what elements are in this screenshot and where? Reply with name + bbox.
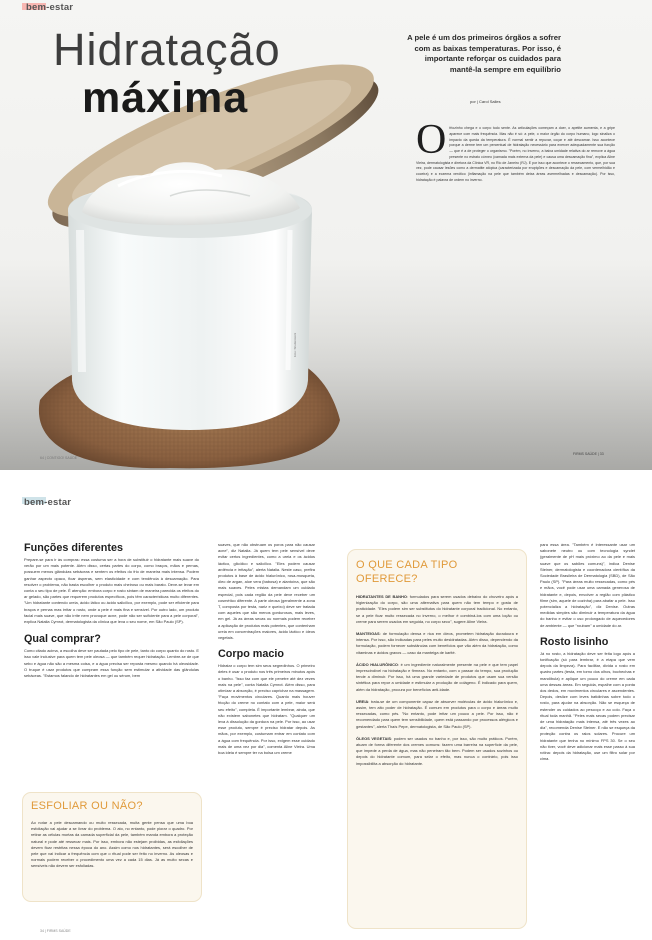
item-oleos-title: ÓLEOS VEGETAIS xyxy=(356,735,392,741)
item-acido-title: ÁCIDO HIALURÔNICO xyxy=(356,661,398,667)
text-qual-comprar: Como citado acima, a escolha deve ser pautada pelo tipo de pele, tanto do corpo quanto do rosto. E isso vale inclusive para quem tem pele oleosa — que também requer hidratação. Lembre-se de que sebo e água não são a mesma coisa, e a água precisa ser reposta mesmo quando há oleosidade. O truque é usar produtos que cumpram essa função sem estimular a atividade das glândulas sebáceas. "Estamos falando de hidratantes em gel ou sérum, bem xyxy=(24,648,199,679)
item-banho-text: : formulados para serem usados debaixo do chuveiro após a higienização do corpo, são uma alternativa para quem não tem tempo e gosta de praticidade. "Eles podem sim ser substitutos do hidratante corporal tradicional. No entanto, se a pele ficar muito ressecada no inverno, o melhor é combiná-los com uma loção ou creme para serem usados em seguida, no corpo seco", sugere Aline Vieira. xyxy=(356,594,518,624)
title-line-1: Hidratação xyxy=(53,24,281,75)
intro-standfirst: A pele é um dos primeiros órgãos a sofrer com as baixas temperaturas. Por isso, é importante reforçar os cuidados para mantê-la sempre em equilíbrio xyxy=(407,33,561,74)
item-banho-title: HIDRATANTES DE BANHO xyxy=(356,594,407,599)
text-funcoes: Prepare-se para ir às compras: essa costuma ser a hora de substituir o hidratante mais suave do verão por um mais potente. Além disso, certas partes do corpo, como braços, mãos e pernas, possuem menos glândulas sebáceas e sentem os efeitos do frio de maneira mais intensa. Podem ganhar aspecto opaco, ficar ásperas, sem elasticidade e com tendência à descamação. Para resolver o problema, não basta escolher o produto mais cheiroso ou mais barato. Deve-se levar em conta o seu tipo de pele. É atenção: embora corpo e rosto sintam de maneira parecida os efeitos do ar gelado, são partes que requerem produtos específicos, pois têm características muito diferentes. "Um hidratante contendo ureia, ácido lático ou ácido salicílico, por exemplo, pode ser eficiente para braços e pernas mas irritar o rosto, onde a pele é mais fina e sensível. Por outro lado, um produto facial mais suave, que não irrite nem provoque acne, pode não ser suficiente para a pele corporal", explica Natalia Cymrot, dermatologista da clínica que leva o seu nome, em São Paulo (SP). xyxy=(24,557,199,625)
sidebar-tipos-list xyxy=(356,594,518,767)
author-credit: por | Carol Salles xyxy=(470,99,501,104)
item-ureia-text: : trata-se de um componente capaz de absorver moléculas de ácido hialurônico e, assim, tem alto poder de hidratação. É comum em produtos para o corpo e áreas muito ressecadas, como pés. "No entanto, pode irritar um pouco a pele. Por isso, não é recomendado para quem tem sensibilidade, quem está passando por processos alérgicos e gestantes", alerta Thaís Pepe, dermatologista, de São Paulo (SP). xyxy=(356,698,518,729)
item-manteigas-title: MANTEIGAS xyxy=(356,631,380,637)
sidebar-esfoliar xyxy=(22,792,202,902)
title-line-2: máxima xyxy=(82,74,249,122)
heading-corpo-macio: Corpo macio xyxy=(218,648,284,661)
page-number: FIRMS SAÚDE | 33 xyxy=(573,452,604,456)
column-4 xyxy=(540,542,635,763)
column-2 xyxy=(218,542,315,756)
section-tag: bem-estar xyxy=(26,2,74,13)
text-cont-col2: suaves, que não obstruam os poros para não causar acne", diz Natalia. Já quem tem pele sensível deve evitar certos ingredientes, como a ureia e os ácidos láctico, glicólico e salicílico. "Eles podem causar ardência e irritação", alerta Natalia. Neste caso, prefira produtos à base de ácido hialurônico, rosa-mosqueta, óleo de argan, aloe vera (babosa) e alantoína, que são mais suaves. Peles mistas demandam um cuidado especial, pois cada região da pele deve receber um cosmético diferente. A parte oleosa (geralmente a zona T, composta por testa, nariz e queixo) deve ser tratada com aqueles que são menos gordurosos, mais leves, em gel. Já as áreas secas ou normais podem receber a aplicação de produtos mais potentes, que contenham ureia em concentrações maiores, ácido láctico e óleos vegetais. xyxy=(218,542,315,641)
text-rosto-lisinho: Já no rosto, a hidratação deve ser feita logo após a tonificação (só para lembrar, é a etapa que vem depois da limpeza). Para facilitar, divida o rosto em quatro partes (testa, em torno dos olhos, bochechas e mandíbula) e aplique um pouco do creme em cada uma dessas áreas. Em seguida, espalhe com a ponta dos dedos, em movimentos circulares e ascendentes. Depois, deslize com leves batidinhas sobre todo o rosto, para ajudar na absorção. Não se esqueça de estender os cuidados ao pescoço e ao colo. Faça o ritual toda manhã. "Peles mais secas podem precisar de uma hidratação mais intensa, até três vezes ao dia", recomenda Denise Steiner. E não se esqueça da proteção contra os raios solares. Procure um hidratante que tenha no mínimo FPS 30. Se o seu não tiver, você deve adicionar mais esse passo à sua rotina: depois da hidratação, use um filtro solar por cima. xyxy=(540,650,635,762)
sidebar-tipos-title: O QUE CADA TIPO OFERECE? xyxy=(356,559,458,585)
item-acido-text: : é um ingrediente naturalmente presente na pele e que tem papel imprescindível na hidratação e firmeza. No entanto, com o passar do tempo, sua produção tende a diminuir. Por isso, há uma grande variedade de produtos que usam sua versão sintética para repor a umidade e estimular a produção de colágeno. É indicado para quem, além da hidratação, procura por benefícios anti-idade. xyxy=(356,661,518,692)
heading-qual-comprar: Qual comprar? xyxy=(24,633,101,646)
sidebar-esfoliar-title: ESFOLIAR OU NÃO? xyxy=(31,800,143,812)
text-corpo-macio: Hidratar o corpo tem sim seus segredinhos. O primeiro deles é usar o produto nos três primeiros minutos após o banho. "Isso faz com que ele penetre até dez vezes mais na pele", conta Natalia Cymrot. Além disso, para otimizar a absorção, é preciso caprichar na massagem. "Faça movimentos circulares. Quanto mais houver fricção do creme no contato com a pele, maior será seu efeito", completa. É importante lembrar, ainda, que não existem sabonetes que hidratam. "Qualquer um leva à dissolução da gordura na pele. Por isso, ao usar esse produto, sempre é preciso hidratar depois. As mãos, por exemplo, costumam entrar em contato com a água com frequência. Por isso, exigem esse cuidado mais de uma vez por dia", comenta Aline Vieira. Uma boa ideia é sempre ter na bolsa um creme xyxy=(218,663,315,756)
text-cont-col4: para essa área. "Também é interessante usar um sabonete neutro ou com tecnologia syndet (geralmente de pH mais próximo ao da pele e mais suave que os sabões comuns)", indica Denise Steiner, dermatologista e coordenadora científica da Sociedade Brasileira de Dermatologia (SBD), de São Paulo (SP). "Para áreas muito ressecadas, como pés e mãos, você pode usar uma camada generosa de hidratante e, depois, envolver a região com plástico filme (sim, aquele de cozinha) para abafar a pele. Isso potencializa a hidratação", diz Denise. Outras medidas simples são diminuir a temperatura da água do banho e evitar o uso prolongado de aquecedores de ambiente — que "roubam" a umidade do ar. xyxy=(540,542,635,628)
folio-bottom: 34 | FIRMS SAÚDE xyxy=(40,929,71,933)
column-1 xyxy=(24,542,199,679)
item-oleos-text: : podem ser usados no banho e, por isso, são muito práticos. Porém, atuam de forma diferente dos cremes comuns: fazem uma barreira na superfície da pele, que impede a perda de água, mas não penetram tão bem. Podem ser usados sozinhos ou depois do hidratante comum, para selar o efeito, mas nunca o contrário, pois isso impossibilita a absorção do hidratante. xyxy=(356,735,518,766)
article-body-intro xyxy=(416,117,615,184)
sidebar-esfoliar-text: Ao notar a pele descamando ou muito ressecada, muita gente pensa que uma boa esfoliação vai ajudar a se livrar do problema. O ato, no entanto, pode piorar o quadro. Por retirar as células mortas da camada superficial da pele, também manda embora a proteção natural e pode até ressecar mais. Por isso, embora não estejam proibidas, as esfoliações devem ficar restritas nessa época do ano. Assim como nos hidratantes, será escolher de pele que vai indicar a frequência com que o ritual pode ser feito no inverno. As oleosas e normais podem receber o procedimento uma vez a cada 15 dias. Já as muito secas e sensíveis não devem ser esfoliadas. xyxy=(31,820,193,869)
photo-credit: Foto: Shutterstock xyxy=(293,332,298,358)
sidebar-tipos xyxy=(347,549,527,929)
article-body-text: friozinho chega e o corpo todo sente. As articulações começam a doer, o apetite aumenta, e a gripe aparece com mais frequência. Mas não é só: a pele, o maior órgão do corpo humano, logo sinaliza o impacto da queda da temperatura. É normal sentir a repuxar, coçar e até descamar. Isso acontece porque a derme tem um percentual de hidratação necessário para exercer adequadamente sua função — que é a de proteger o organismo. "Porém, no inverno, a baixa umidade relativa do ar remove a água presente no estrato córneo (camada mais externa da pele) e causa uma descamação fina", explica Aline Vieira, dermatologista e diretora da Clínica VR, no Rio de Janeiro (RJ). E por isso que acontece o ressecamento, que, por sua vez, pode causar lesões como a dermatite atópica (caracterizada por eruptções e descamação da pele, com vermelhidão e coceira) e a eczema xerótico (inflamação na pele que também deixa áreas avermelhadas e descamação). Por isso, hidratação é palavra de ordem no inverno. xyxy=(416,126,615,182)
item-manteigas-text: : de formulação densa e rica em óleos, prometem hidratação duradoura e intensa. Por isso, são indicadas para peles muito desidratadas. Além disso, dependendo da formulação, podem fornecer substâncias com benefícios que vão além da hidratação, como vitaminas e ácidos graxos — caso da manteiga de karité. xyxy=(356,631,518,655)
heading-rosto-lisinho: Rosto lisinho xyxy=(540,635,609,648)
magazine-page-bottom xyxy=(0,470,652,940)
section-tag: bem-estar xyxy=(24,497,72,508)
drop-cap: O xyxy=(416,117,447,163)
folio-left: 64 | CONTIGO! SAÚDE xyxy=(40,456,78,460)
item-ureia-title: UREIA xyxy=(356,698,369,704)
heading-funcoes: Funções diferentes xyxy=(24,542,123,554)
